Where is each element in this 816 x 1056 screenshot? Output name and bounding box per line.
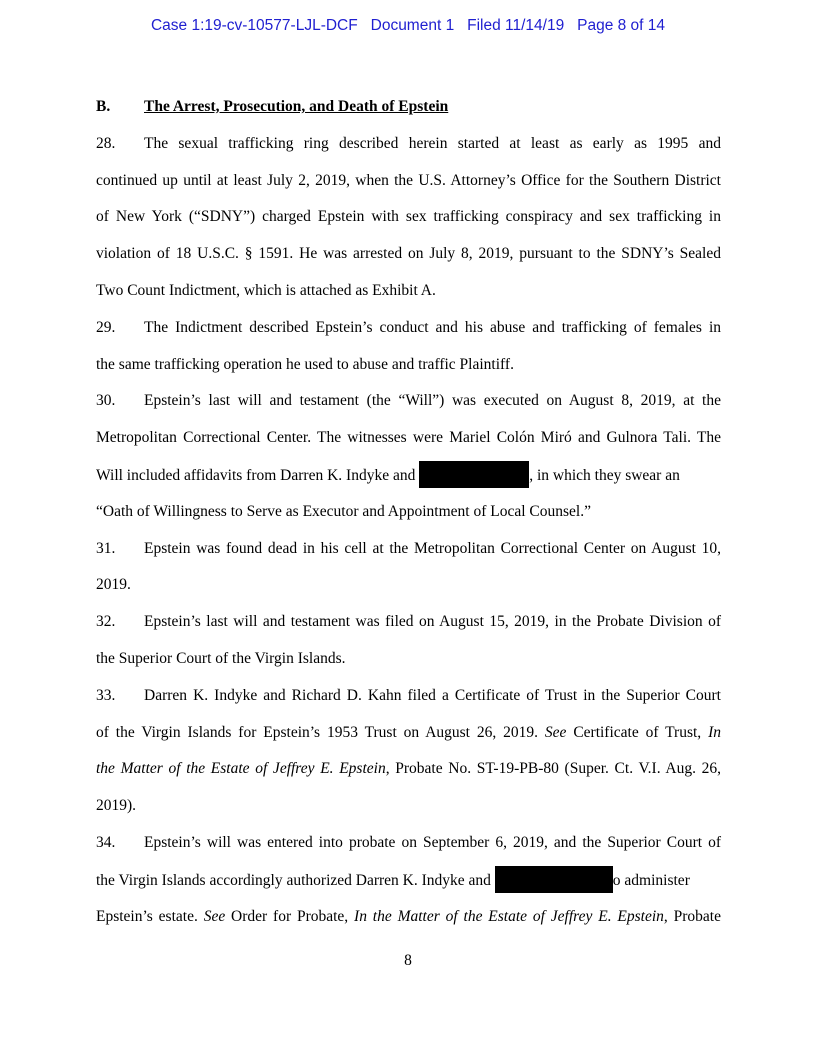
page-number: 8 — [404, 952, 412, 969]
redaction-block — [495, 866, 613, 893]
paragraph-number: 28. — [96, 134, 116, 152]
paragraph-text: Will included affidavits from Darren K. Indyke and — [96, 466, 420, 484]
section-title: The Arrest, Prosecution, and Death of Epstein — [144, 98, 449, 115]
paragraph-text: o administer — [612, 871, 690, 889]
paragraph-32-line-2: the Superior Court of the Virgin Islands. — [96, 649, 346, 667]
paragraph-text: Epstein’s will was entered into probate on September 6, 2019, and the Superior Court of — [144, 833, 721, 851]
paragraph-32-line-1 — [96, 608, 721, 645]
paragraph-text: The Indictment described Epstein’s conduct and his abuse and trafficking of females in — [144, 318, 721, 336]
ecf-header-stamp: Case 1:19-cv-10577-LJL-DCF Document 1 Filed 11/14/19 Page 8 of 14 — [150, 17, 666, 34]
paragraph-text: Certificate of Trust, — [566, 723, 709, 741]
paragraph-text: Epstein’s estate. — [96, 907, 204, 925]
paragraph-number: 32. — [96, 613, 116, 631]
paragraph-34-line-3 — [96, 903, 721, 940]
paragraph-30-line-2: Metropolitan Correctional Center. The witnesses were Mariel Colón Miró and Gulnora Tali. The — [96, 429, 721, 447]
paragraph-30-line-4: “Oath of Willingness to Serve as Executor and Appointment of Local Counsel.” — [96, 502, 591, 520]
paragraph-31-line-1 — [96, 535, 721, 572]
paragraph-30-line-3 — [96, 461, 721, 498]
paragraph-28-line-5: Two Count Indictment, which is attached as Exhibit A. — [96, 281, 436, 299]
redaction-block — [419, 461, 529, 488]
paragraph-text: , in which they swear an — [529, 466, 680, 484]
paragraph-33-line-3 — [96, 755, 721, 792]
case-name: the Matter of the Estate of Jeffrey E. Epstein — [96, 760, 386, 778]
paragraph-text: Epstein’s last will and testament (the “Will”) was executed on August 8, 2019, at the — [144, 392, 721, 410]
paragraph-text: the Virgin Islands accordingly authorized Darren K. Indyke and — [96, 871, 495, 889]
paragraph-text: The sexual trafficking ring described herein started at least as early as 1995 and — [144, 134, 721, 152]
paragraph-34-line-1 — [96, 829, 721, 866]
paragraph-28-line-4: violation of 18 U.S.C. § 1591. He was arrested on July 8, 2019, pursuant to the SDNY’s Sealed — [96, 245, 721, 263]
paragraph-number: 31. — [96, 539, 116, 557]
paragraph-28-line-3: of New York (“SDNY”) charged Epstein with sex trafficking conspiracy and sex trafficking in — [96, 208, 721, 226]
paragraph-28-line-2: continued up until at least July 2, 2019, when the U.S. Attorney’s Office for the Southern District — [96, 171, 721, 189]
paragraph-number: 29. — [96, 318, 116, 336]
paragraph-text: , Probate No. ST-19-PB-80 (Super. Ct. V.I. Aug. 26, — [385, 760, 721, 778]
case-name: In the Matter of the Estate of Jeffrey E. Epstein — [354, 907, 664, 925]
paragraph-number: 33. — [96, 686, 116, 704]
paragraph-text: Darren K. Indyke and Richard D. Kahn filed a Certificate of Trust in the Superior Court — [144, 686, 721, 704]
document-body — [96, 93, 721, 939]
paragraph-text: Epstein was found dead in his cell at the Metropolitan Correctional Center on August 10, — [144, 539, 721, 557]
paragraph-33-line-2 — [96, 719, 721, 756]
citation-signal: See — [544, 723, 567, 741]
paragraph-30-line-1 — [96, 387, 721, 424]
paragraph-text: Order for Probate, — [225, 907, 355, 925]
case-name: In — [708, 723, 721, 741]
citation-signal: See — [203, 907, 226, 925]
paragraph-number: 34. — [96, 833, 116, 851]
section-letter: B. — [96, 98, 111, 115]
paragraph-29-line-1 — [96, 314, 721, 351]
paragraph-33-line-4: 2019). — [96, 797, 137, 815]
paragraph-number: 30. — [96, 392, 116, 410]
paragraph-text: , Probate — [663, 907, 721, 925]
section-heading — [96, 93, 721, 130]
paragraph-29-line-2: the same trafficking operation he used to abuse and traffic Plaintiff. — [96, 355, 514, 373]
paragraph-28-line-1 — [96, 130, 721, 167]
paragraph-34-line-2 — [96, 866, 721, 903]
paragraph-31-line-2: 2019. — [96, 576, 131, 594]
paragraph-text: Epstein’s last will and testament was filed on August 15, 2019, in the Probate Division of — [144, 613, 721, 631]
paragraph-text: of the Virgin Islands for Epstein’s 1953 Trust on August 26, 2019. — [96, 723, 545, 741]
paragraph-33-line-1 — [96, 682, 721, 719]
